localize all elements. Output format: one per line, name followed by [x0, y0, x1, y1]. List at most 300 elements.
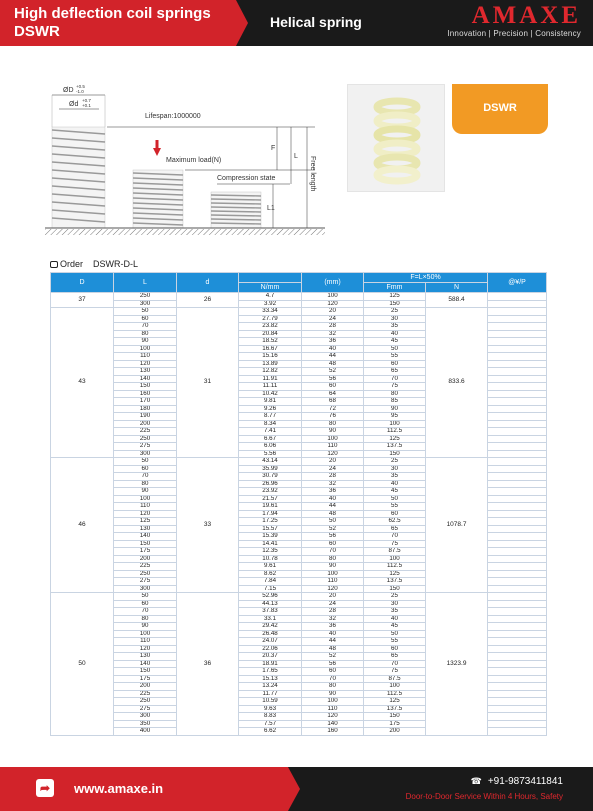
cell-length: 125: [114, 518, 177, 526]
cell-spring-rate: 20.84: [239, 330, 302, 338]
cell-deflection-mm: 52: [302, 368, 364, 376]
cell-fmm: 90: [364, 405, 426, 413]
cell-spring-rate: 10.59: [239, 698, 302, 706]
cell-spring-rate: 19.61: [239, 503, 302, 511]
compressed-spring-drawing: [211, 192, 261, 228]
col-n: N: [426, 283, 488, 293]
table-row: [51, 308, 547, 316]
cell-deflection-mm: 60: [302, 540, 364, 548]
cell-deflection-mm: 70: [302, 548, 364, 556]
cell-fmm: 30: [364, 465, 426, 473]
cell-length: 300: [114, 585, 177, 593]
cell-spring-rate: 52.96: [239, 593, 302, 601]
cell-spring-rate: 17.65: [239, 668, 302, 676]
cell-deflection-mm: 56: [302, 660, 364, 668]
cell-length: 90: [114, 338, 177, 346]
cell-fmm: 35: [364, 323, 426, 331]
cell-fmm: 137.5: [364, 578, 426, 586]
cell-deflection-mm: 120: [302, 300, 364, 308]
cell-deflection-mm: 48: [302, 645, 364, 653]
cell-length: 120: [114, 510, 177, 518]
cell-length: 275: [114, 705, 177, 713]
cell-price: [488, 683, 547, 691]
cell-length: 50: [114, 308, 177, 316]
cell-deflection-mm: 100: [302, 435, 364, 443]
spec-table: [50, 272, 547, 736]
cell-price: [488, 293, 547, 301]
cell-deflection-mm: 80: [302, 555, 364, 563]
order-label: Order: [60, 259, 84, 269]
cell-fmm: 95: [364, 413, 426, 421]
cell-price: [488, 503, 547, 511]
cell-deflection-mm: 48: [302, 510, 364, 518]
cell-fmm: 150: [364, 585, 426, 593]
order-line: [50, 259, 138, 269]
cell-deflection-mm: 28: [302, 323, 364, 331]
cell-length: 110: [114, 638, 177, 646]
cell-price: [488, 473, 547, 481]
cell-length: 175: [114, 548, 177, 556]
cell-length: 60: [114, 600, 177, 608]
cell-length: 100: [114, 630, 177, 638]
cell-spring-rate: 23.92: [239, 488, 302, 496]
cell-length: 250: [114, 435, 177, 443]
cell-price: [488, 698, 547, 706]
cell-length: 275: [114, 443, 177, 451]
cell-spring-rate: 14.41: [239, 540, 302, 548]
id-label: Ød: [69, 101, 79, 108]
cell-spring-rate: 24.07: [239, 638, 302, 646]
cell-price: [488, 450, 547, 458]
cell-spring-rate: 9.63: [239, 705, 302, 713]
cell-price: [488, 608, 547, 616]
cell-length: 140: [114, 375, 177, 383]
col-d-wire: d: [177, 273, 239, 293]
cell-price: [488, 653, 547, 661]
cell-deflection-mm: 56: [302, 375, 364, 383]
cell-price: [488, 413, 547, 421]
cell-fmm: 50: [364, 495, 426, 503]
cell-price: [488, 645, 547, 653]
cell-spring-rate: 7.15: [239, 585, 302, 593]
loaded-spring-drawing: [133, 170, 183, 228]
cell-spring-rate: 26.96: [239, 480, 302, 488]
cell-spring-rate: 9.61: [239, 563, 302, 571]
cell-spring-rate: 9.26: [239, 405, 302, 413]
cell-outer-diameter: 43: [51, 308, 114, 458]
cell-deflection-mm: 72: [302, 405, 364, 413]
l1-dimension-label: L1: [267, 205, 275, 212]
phone-icon: [50, 261, 58, 268]
cell-deflection-mm: 20: [302, 458, 364, 466]
cell-price: [488, 300, 547, 308]
cell-spring-rate: 7.41: [239, 428, 302, 436]
cell-fmm: 65: [364, 368, 426, 376]
cell-spring-rate: 11.91: [239, 375, 302, 383]
cell-spring-rate: 35.99: [239, 465, 302, 473]
cell-price: [488, 728, 547, 736]
cell-spring-rate: 6.62: [239, 728, 302, 736]
cell-price: [488, 360, 547, 368]
cell-deflection-mm: 44: [302, 503, 364, 511]
cell-spring-rate: 26.48: [239, 630, 302, 638]
product-photo: [347, 84, 445, 192]
cell-deflection-mm: 36: [302, 623, 364, 631]
cell-fmm: 100: [364, 683, 426, 691]
cell-fmm: 40: [364, 480, 426, 488]
cell-price: [488, 435, 547, 443]
cell-price: [488, 368, 547, 376]
cell-length: 350: [114, 720, 177, 728]
cell-deflection-mm: 44: [302, 353, 364, 361]
cell-inner-diameter: 33: [177, 458, 239, 593]
cell-deflection-mm: 52: [302, 653, 364, 661]
cell-deflection-mm: 120: [302, 450, 364, 458]
cell-length: 400: [114, 728, 177, 736]
table-row: [51, 593, 547, 601]
compression-label: Compression state: [217, 175, 276, 182]
cell-spring-rate: 22.06: [239, 645, 302, 653]
cell-fmm: 150: [364, 713, 426, 721]
cell-price: [488, 563, 547, 571]
cell-fmm: 40: [364, 330, 426, 338]
spring-photo-icon: [348, 85, 446, 193]
cell-deflection-mm: 44: [302, 638, 364, 646]
cell-length: 80: [114, 615, 177, 623]
cell-length: 225: [114, 563, 177, 571]
cell-price: [488, 705, 547, 713]
cell-spring-rate: 30.79: [239, 473, 302, 481]
cell-fmm: 87.5: [364, 675, 426, 683]
cell-deflection-mm: 24: [302, 600, 364, 608]
cell-fmm: 137.5: [364, 443, 426, 451]
id-tol-top: +0.7: [82, 98, 91, 103]
cell-price: [488, 465, 547, 473]
series-badge: DSWR: [452, 84, 548, 134]
cell-outer-diameter: 37: [51, 293, 114, 308]
cell-price: [488, 458, 547, 466]
cell-deflection-mm: 90: [302, 690, 364, 698]
cell-price: [488, 593, 547, 601]
cell-fmm: 62.5: [364, 518, 426, 526]
cell-fmm: 75: [364, 383, 426, 391]
cell-spring-rate: 23.82: [239, 323, 302, 331]
cell-fmm: 175: [364, 720, 426, 728]
cell-deflection-mm: 32: [302, 615, 364, 623]
cell-deflection-mm: 80: [302, 420, 364, 428]
cell-length: 180: [114, 405, 177, 413]
cell-spring-rate: 8.83: [239, 713, 302, 721]
cell-spring-rate: 18.52: [239, 338, 302, 346]
cell-length: 70: [114, 608, 177, 616]
cell-fmm: 100: [364, 555, 426, 563]
l-dimension-label: L: [294, 153, 298, 160]
cell-spring-rate: 27.79: [239, 315, 302, 323]
cell-spring-rate: 16.67: [239, 345, 302, 353]
load-arrow-icon: [153, 148, 161, 156]
cell-deflection-mm: 100: [302, 293, 364, 301]
cell-spring-rate: 7.57: [239, 720, 302, 728]
cell-fmm: 150: [364, 300, 426, 308]
cell-length: 175: [114, 675, 177, 683]
cell-fmm: 75: [364, 540, 426, 548]
cell-load-n: 588.4: [426, 293, 488, 308]
cell-inner-diameter: 36: [177, 593, 239, 736]
cell-fmm: 45: [364, 488, 426, 496]
cell-spring-rate: 10.42: [239, 390, 302, 398]
cell-inner-diameter: 31: [177, 308, 239, 458]
cell-price: [488, 420, 547, 428]
cell-price: [488, 555, 547, 563]
cell-deflection-mm: 24: [302, 315, 364, 323]
cell-price: [488, 308, 547, 316]
od-tol-top: +0.5: [76, 84, 85, 89]
cell-length: 300: [114, 300, 177, 308]
cell-price: [488, 398, 547, 406]
cell-price: [488, 600, 547, 608]
cell-price: [488, 428, 547, 436]
cell-fmm: 112.5: [364, 428, 426, 436]
cell-fmm: 40: [364, 615, 426, 623]
cell-price: [488, 623, 547, 631]
cell-deflection-mm: 48: [302, 360, 364, 368]
cell-fmm: 55: [364, 638, 426, 646]
cell-length: 100: [114, 345, 177, 353]
col-load-mm: (mm): [302, 273, 364, 293]
id-tol-bot: +0.1: [82, 103, 91, 108]
cell-spring-rate: 12.82: [239, 368, 302, 376]
cell-price: [488, 383, 547, 391]
cell-length: 200: [114, 420, 177, 428]
cell-fmm: 85: [364, 398, 426, 406]
lifespan-label: Lifespan:1000000: [145, 113, 201, 120]
cell-deflection-mm: 40: [302, 495, 364, 503]
cell-fmm: 80: [364, 390, 426, 398]
cell-fmm: 50: [364, 345, 426, 353]
phone-number: +91-9873411841: [487, 776, 563, 787]
cell-spring-rate: 8.62: [239, 570, 302, 578]
cell-spring-rate: 15.13: [239, 675, 302, 683]
cell-spring-rate: 17.25: [239, 518, 302, 526]
cell-deflection-mm: 28: [302, 473, 364, 481]
cell-deflection-mm: 120: [302, 713, 364, 721]
cell-price: [488, 615, 547, 623]
cell-fmm: 25: [364, 308, 426, 316]
cell-deflection-mm: 24: [302, 465, 364, 473]
cell-deflection-mm: 28: [302, 608, 364, 616]
cell-fmm: 87.5: [364, 548, 426, 556]
cell-price: [488, 390, 547, 398]
cell-length: 200: [114, 683, 177, 691]
cell-length: 50: [114, 458, 177, 466]
cell-load-n: 1078.7: [426, 458, 488, 593]
cell-fmm: 150: [364, 450, 426, 458]
cell-price: [488, 638, 547, 646]
col-fmm: Fmm: [364, 283, 426, 293]
cell-deflection-mm: 100: [302, 698, 364, 706]
cell-spring-rate: 15.57: [239, 525, 302, 533]
cell-fmm: 70: [364, 375, 426, 383]
table-row: [51, 458, 547, 466]
cell-outer-diameter: 50: [51, 593, 114, 736]
cell-fmm: 70: [364, 533, 426, 541]
cell-price: [488, 720, 547, 728]
cell-fmm: 65: [364, 653, 426, 661]
cell-price: [488, 548, 547, 556]
cell-fmm: 45: [364, 623, 426, 631]
col-blank: [239, 273, 302, 283]
cell-spring-rate: 33.34: [239, 308, 302, 316]
cell-spring-rate: 10.78: [239, 555, 302, 563]
cell-fmm: 55: [364, 353, 426, 361]
cell-price: [488, 510, 547, 518]
footer-phone: [471, 776, 563, 787]
cell-spring-rate: 15.39: [239, 533, 302, 541]
cell-price: [488, 315, 547, 323]
cell-deflection-mm: 76: [302, 413, 364, 421]
cell-length: 80: [114, 480, 177, 488]
spring-diagram: [45, 82, 325, 242]
cell-inner-diameter: 26: [177, 293, 239, 308]
cell-length: 140: [114, 660, 177, 668]
col-fl: F=L×50%: [364, 273, 488, 283]
max-load-label: Maximum load(N): [166, 157, 222, 164]
cell-deflection-mm: 90: [302, 428, 364, 436]
page-title: [14, 5, 211, 41]
col-d-outer: D: [51, 273, 114, 293]
cell-deflection-mm: 110: [302, 705, 364, 713]
col-price: @¥/P: [488, 273, 547, 293]
cell-length: 120: [114, 645, 177, 653]
cell-deflection-mm: 110: [302, 443, 364, 451]
cell-price: [488, 668, 547, 676]
cell-price: [488, 495, 547, 503]
cell-spring-rate: 29.42: [239, 623, 302, 631]
cell-deflection-mm: 60: [302, 383, 364, 391]
cell-length: 70: [114, 473, 177, 481]
cell-fmm: 60: [364, 645, 426, 653]
cell-load-n: 1323.9: [426, 593, 488, 736]
cell-price: [488, 480, 547, 488]
cell-deflection-mm: 160: [302, 728, 364, 736]
cell-deflection-mm: 36: [302, 488, 364, 496]
website-link[interactable]: www.amaxe.in: [74, 781, 164, 796]
cell-length: 250: [114, 570, 177, 578]
cell-fmm: 25: [364, 593, 426, 601]
table-body: [51, 293, 547, 736]
title-line-2: DSWR: [14, 23, 60, 40]
cell-spring-rate: 6.06: [239, 443, 302, 451]
cell-spring-rate: 8.34: [239, 420, 302, 428]
cell-fmm: 200: [364, 728, 426, 736]
cell-deflection-mm: 32: [302, 480, 364, 488]
cell-fmm: 125: [364, 698, 426, 706]
logo-tagline: Innovation | Precision | Consistency: [447, 29, 581, 38]
cell-fmm: 55: [364, 503, 426, 511]
cell-deflection-mm: 40: [302, 345, 364, 353]
cell-spring-rate: 13.89: [239, 360, 302, 368]
cell-price: [488, 338, 547, 346]
cell-price: [488, 375, 547, 383]
cell-fmm: 75: [364, 668, 426, 676]
share-icon: ➦: [36, 779, 54, 797]
cell-fmm: 60: [364, 510, 426, 518]
cell-length: 70: [114, 323, 177, 331]
cell-fmm: 125: [364, 435, 426, 443]
cell-deflection-mm: 36: [302, 338, 364, 346]
cell-length: 60: [114, 465, 177, 473]
cell-deflection-mm: 120: [302, 585, 364, 593]
cell-price: [488, 330, 547, 338]
f-dimension-label: F: [271, 145, 276, 152]
cell-deflection-mm: 100: [302, 570, 364, 578]
cell-length: 60: [114, 315, 177, 323]
cell-fmm: 112.5: [364, 690, 426, 698]
cell-spring-rate: 5.56: [239, 450, 302, 458]
cell-length: 300: [114, 713, 177, 721]
cell-deflection-mm: 56: [302, 533, 364, 541]
cell-length: 50: [114, 593, 177, 601]
free-length-label: Free length: [309, 156, 316, 192]
cell-length: 130: [114, 368, 177, 376]
cell-spring-rate: 37.83: [239, 608, 302, 616]
cell-length: 170: [114, 398, 177, 406]
table-header-row: [51, 273, 547, 283]
cell-load-n: 833.6: [426, 308, 488, 458]
cell-length: 275: [114, 578, 177, 586]
cell-spring-rate: 9.81: [239, 398, 302, 406]
cell-length: 150: [114, 540, 177, 548]
cell-fmm: 70: [364, 660, 426, 668]
cell-length: 120: [114, 360, 177, 368]
cell-spring-rate: 13.24: [239, 683, 302, 691]
cell-fmm: 50: [364, 630, 426, 638]
cell-price: [488, 540, 547, 548]
cell-deflection-mm: 80: [302, 683, 364, 691]
cell-price: [488, 690, 547, 698]
cell-price: [488, 533, 547, 541]
page-subtitle: Helical spring: [270, 14, 362, 30]
cell-fmm: 25: [364, 458, 426, 466]
cell-fmm: 60: [364, 360, 426, 368]
cell-price: [488, 323, 547, 331]
cell-length: 140: [114, 533, 177, 541]
service-note: Door-to-Door Service Within 4 Hours, Safety: [405, 792, 563, 801]
cell-length: 200: [114, 555, 177, 563]
cell-price: [488, 570, 547, 578]
cell-outer-diameter: 46: [51, 458, 114, 593]
cell-fmm: 35: [364, 608, 426, 616]
cell-fmm: 30: [364, 315, 426, 323]
cell-price: [488, 488, 547, 496]
cell-fmm: 112.5: [364, 563, 426, 571]
cell-deflection-mm: 52: [302, 525, 364, 533]
cell-fmm: 45: [364, 338, 426, 346]
col-nmm: N/mm: [239, 283, 302, 293]
cell-length: 250: [114, 293, 177, 301]
cell-deflection-mm: 68: [302, 398, 364, 406]
cell-length: 130: [114, 653, 177, 661]
cell-fmm: 30: [364, 600, 426, 608]
cell-spring-rate: 3.92: [239, 300, 302, 308]
cell-price: [488, 525, 547, 533]
cell-length: 90: [114, 623, 177, 631]
cell-spring-rate: 6.67: [239, 435, 302, 443]
cell-price: [488, 405, 547, 413]
cell-length: 225: [114, 690, 177, 698]
cell-deflection-mm: 64: [302, 390, 364, 398]
cell-fmm: 137.5: [364, 705, 426, 713]
